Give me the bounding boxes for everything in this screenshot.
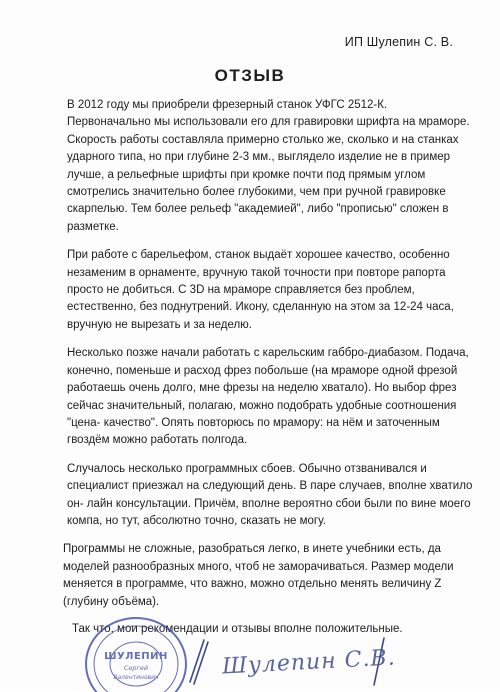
author-header: ИП Шулепин С. В. [344,35,453,49]
paragraph-1: В 2012 году мы приобрели фрезерный станок УФГС 2512-К. Первоначально мы использовали его для гравировки шрифта на мраморе. Скорость работы составляла примерно столько же, сколько и на станках ударного типа, но при глубине 2-3 мм., выглядело изделие не в пример лучше, а рельефные шрифты при кромке почти под прямым углом смотрелись значительно более глубокими, чем при ручной гравировке скарпелью. Тем более рельеф "академией", либо "прописью" сложен в разметке. [67,99,470,233]
paragraph-3: Несколько позже начали работать с карельским габбро-диабазом. Подача, конечно, поменьше и расход фрез побольше (на мраморе одной фрезой работаешь очень долго, мне фрезы на неделю хватало). Но выбор фрез сейчас значительный, полагаю, можно подобрать удобные соотношения "цена- качество". Опять повторюсь по мрамору: на нём и заточенным гвоздём можно работать полгода. [67,347,469,447]
paragraph-4: Случалось несколько программных сбоев. Обычно отзванивался и специалист приезжал на следующий день. В паре случаев, вполне хватило он- лайн консультации. Причём, вполне вероятно сбои были по вине моего компа, но тут, абсолютно точно, сказать не могу. [67,462,473,527]
paragraph-2: При работе с барельефом, станок выдаёт хорошее качество, особенно незаменим в орнаменте, вручную такой точности при повторе рапорта просто не добиться. С 3D на мраморе справляется без проблем, естественно, без поднутрений. Икону, сделанную на этом за 12-24 часа, вручную не вырезать и за неделю. [67,249,454,331]
document-title: ОТЗЫВ [214,66,286,85]
svg-text:ШУЛЕПИН: ШУЛЕПИН [104,651,168,662]
paragraph-5: Программы не сложные, разобраться легко, в инете учебники есть, да моделей разнообразных много, чтоб не заморачиваться. Размер модели меняется в программе, что важно, можно отдельно менять величину Z (глубину объёма). [63,543,454,608]
svg-text:Сергей: Сергей [123,664,149,672]
svg-text:Валентинович: Валентинович [113,674,159,681]
handwritten-signature: Шулепин С.В. [221,645,397,680]
closing-line: Так что, мои рекомендации и отзывы вполне положительные. [72,623,403,635]
document-body [63,97,473,622]
